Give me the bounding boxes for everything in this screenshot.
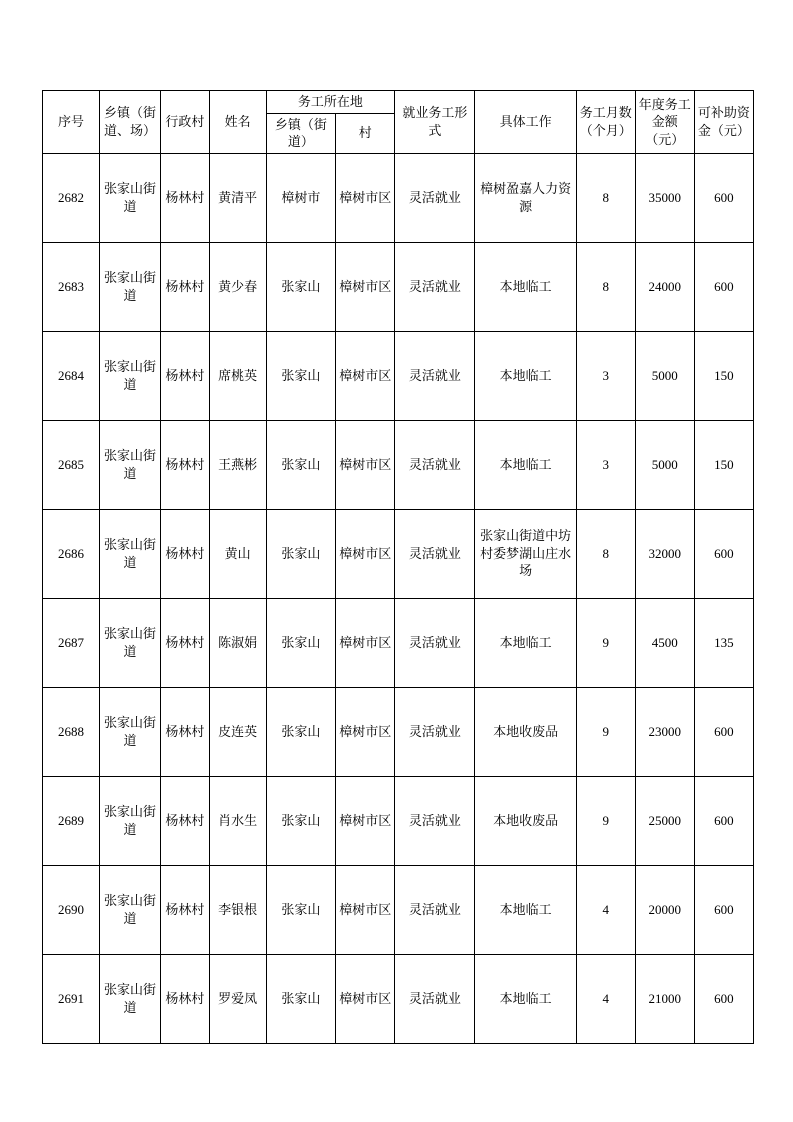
cell-work-village: 樟树市区 <box>336 331 395 420</box>
table-row <box>43 420 754 509</box>
cell-months: 9 <box>576 687 635 776</box>
cell-work-town: 樟树市 <box>266 153 336 242</box>
cell-annual-amount: 35000 <box>635 153 694 242</box>
table-row <box>43 865 754 954</box>
cell-seq: 2683 <box>43 242 100 331</box>
cell-specific-job: 本地临工 <box>475 420 576 509</box>
cell-seq: 2688 <box>43 687 100 776</box>
cell-months: 3 <box>576 420 635 509</box>
cell-town: 张家山街道 <box>99 954 160 1043</box>
cell-annual-amount: 23000 <box>635 687 694 776</box>
cell-subsidy: 135 <box>694 598 753 687</box>
cell-months: 8 <box>576 509 635 598</box>
worker-subsidy-table <box>42 90 754 1044</box>
cell-months: 9 <box>576 598 635 687</box>
cell-town: 张家山街道 <box>99 598 160 687</box>
cell-annual-amount: 5000 <box>635 331 694 420</box>
cell-work-village: 樟树市区 <box>336 776 395 865</box>
cell-specific-job: 本地临工 <box>475 954 576 1043</box>
cell-subsidy: 600 <box>694 954 753 1043</box>
cell-subsidy: 600 <box>694 776 753 865</box>
table-row <box>43 687 754 776</box>
cell-employment-form: 灵活就业 <box>395 687 475 776</box>
cell-work-village: 樟树市区 <box>336 954 395 1043</box>
header-work-village: 村 <box>336 113 395 153</box>
cell-work-town: 张家山 <box>266 776 336 865</box>
header-village: 行政村 <box>161 91 210 154</box>
cell-months: 4 <box>576 954 635 1043</box>
cell-town: 张家山街道 <box>99 242 160 331</box>
table-row <box>43 509 754 598</box>
cell-months: 4 <box>576 865 635 954</box>
cell-town: 张家山街道 <box>99 420 160 509</box>
cell-employment-form: 灵活就业 <box>395 242 475 331</box>
cell-town: 张家山街道 <box>99 865 160 954</box>
cell-subsidy: 600 <box>694 687 753 776</box>
cell-seq: 2691 <box>43 954 100 1043</box>
cell-village: 杨林村 <box>161 509 210 598</box>
header-name: 姓名 <box>209 91 266 154</box>
table-row <box>43 242 754 331</box>
cell-village: 杨林村 <box>161 954 210 1043</box>
cell-subsidy: 150 <box>694 331 753 420</box>
cell-subsidy: 600 <box>694 242 753 331</box>
header-specific-job: 具体工作 <box>475 91 576 154</box>
header-months: 务工月数（个月） <box>576 91 635 154</box>
cell-town: 张家山街道 <box>99 687 160 776</box>
cell-subsidy: 600 <box>694 153 753 242</box>
table-body <box>43 153 754 1043</box>
cell-work-village: 樟树市区 <box>336 153 395 242</box>
cell-specific-job: 本地临工 <box>475 598 576 687</box>
cell-annual-amount: 24000 <box>635 242 694 331</box>
cell-village: 杨林村 <box>161 687 210 776</box>
cell-village: 杨林村 <box>161 331 210 420</box>
cell-work-town: 张家山 <box>266 420 336 509</box>
cell-annual-amount: 25000 <box>635 776 694 865</box>
cell-village: 杨林村 <box>161 598 210 687</box>
cell-months: 9 <box>576 776 635 865</box>
cell-village: 杨林村 <box>161 153 210 242</box>
cell-employment-form: 灵活就业 <box>395 865 475 954</box>
header-work-place-group: 务工所在地 <box>266 91 395 114</box>
cell-village: 杨林村 <box>161 776 210 865</box>
table-row <box>43 598 754 687</box>
cell-work-town: 张家山 <box>266 331 336 420</box>
header-employment-form: 就业务工形式 <box>395 91 475 154</box>
cell-work-village: 樟树市区 <box>336 509 395 598</box>
cell-seq: 2690 <box>43 865 100 954</box>
cell-name: 黄少春 <box>209 242 266 331</box>
cell-name: 陈淑娟 <box>209 598 266 687</box>
header-subsidy: 可补助资金（元） <box>694 91 753 154</box>
cell-work-village: 樟树市区 <box>336 420 395 509</box>
header-seq: 序号 <box>43 91 100 154</box>
cell-annual-amount: 20000 <box>635 865 694 954</box>
cell-name: 黄山 <box>209 509 266 598</box>
header-work-town: 乡镇（街道） <box>266 113 336 153</box>
cell-name: 席桃英 <box>209 331 266 420</box>
cell-town: 张家山街道 <box>99 331 160 420</box>
cell-employment-form: 灵活就业 <box>395 954 475 1043</box>
cell-specific-job: 本地临工 <box>475 331 576 420</box>
cell-seq: 2689 <box>43 776 100 865</box>
header-annual-amount: 年度务工金额（元） <box>635 91 694 154</box>
cell-village: 杨林村 <box>161 865 210 954</box>
cell-seq: 2686 <box>43 509 100 598</box>
cell-seq: 2685 <box>43 420 100 509</box>
cell-specific-job: 樟树盈嘉人力资源 <box>475 153 576 242</box>
cell-name: 李银根 <box>209 865 266 954</box>
cell-annual-amount: 32000 <box>635 509 694 598</box>
table-row <box>43 153 754 242</box>
cell-specific-job: 本地收废品 <box>475 687 576 776</box>
cell-specific-job: 本地临工 <box>475 242 576 331</box>
table-header <box>43 91 754 154</box>
cell-employment-form: 灵活就业 <box>395 598 475 687</box>
cell-annual-amount: 4500 <box>635 598 694 687</box>
cell-work-town: 张家山 <box>266 598 336 687</box>
cell-subsidy: 150 <box>694 420 753 509</box>
cell-town: 张家山街道 <box>99 509 160 598</box>
cell-seq: 2682 <box>43 153 100 242</box>
cell-village: 杨林村 <box>161 242 210 331</box>
cell-subsidy: 600 <box>694 865 753 954</box>
cell-work-village: 樟树市区 <box>336 865 395 954</box>
cell-subsidy: 600 <box>694 509 753 598</box>
cell-work-village: 樟树市区 <box>336 687 395 776</box>
cell-specific-job: 本地临工 <box>475 865 576 954</box>
cell-seq: 2687 <box>43 598 100 687</box>
cell-name: 王燕彬 <box>209 420 266 509</box>
cell-seq: 2684 <box>43 331 100 420</box>
cell-work-town: 张家山 <box>266 242 336 331</box>
table-row <box>43 954 754 1043</box>
cell-work-town: 张家山 <box>266 865 336 954</box>
cell-name: 皮连英 <box>209 687 266 776</box>
table-row <box>43 331 754 420</box>
cell-employment-form: 灵活就业 <box>395 153 475 242</box>
cell-employment-form: 灵活就业 <box>395 420 475 509</box>
cell-months: 8 <box>576 242 635 331</box>
cell-name: 黄清平 <box>209 153 266 242</box>
cell-town: 张家山街道 <box>99 776 160 865</box>
header-town: 乡镇（街道、场） <box>99 91 160 154</box>
cell-work-town: 张家山 <box>266 954 336 1043</box>
cell-village: 杨林村 <box>161 420 210 509</box>
cell-annual-amount: 5000 <box>635 420 694 509</box>
cell-name: 肖水生 <box>209 776 266 865</box>
cell-name: 罗爱凤 <box>209 954 266 1043</box>
table-row <box>43 776 754 865</box>
cell-employment-form: 灵活就业 <box>395 331 475 420</box>
cell-annual-amount: 21000 <box>635 954 694 1043</box>
cell-work-village: 樟树市区 <box>336 242 395 331</box>
cell-specific-job: 本地收废品 <box>475 776 576 865</box>
cell-months: 8 <box>576 153 635 242</box>
cell-employment-form: 灵活就业 <box>395 509 475 598</box>
header-row-1 <box>43 91 754 114</box>
cell-town: 张家山街道 <box>99 153 160 242</box>
cell-months: 3 <box>576 331 635 420</box>
cell-work-town: 张家山 <box>266 509 336 598</box>
cell-work-town: 张家山 <box>266 687 336 776</box>
cell-work-village: 樟树市区 <box>336 598 395 687</box>
cell-specific-job: 张家山街道中坊村委梦湖山庄水场 <box>475 509 576 598</box>
cell-employment-form: 灵活就业 <box>395 776 475 865</box>
